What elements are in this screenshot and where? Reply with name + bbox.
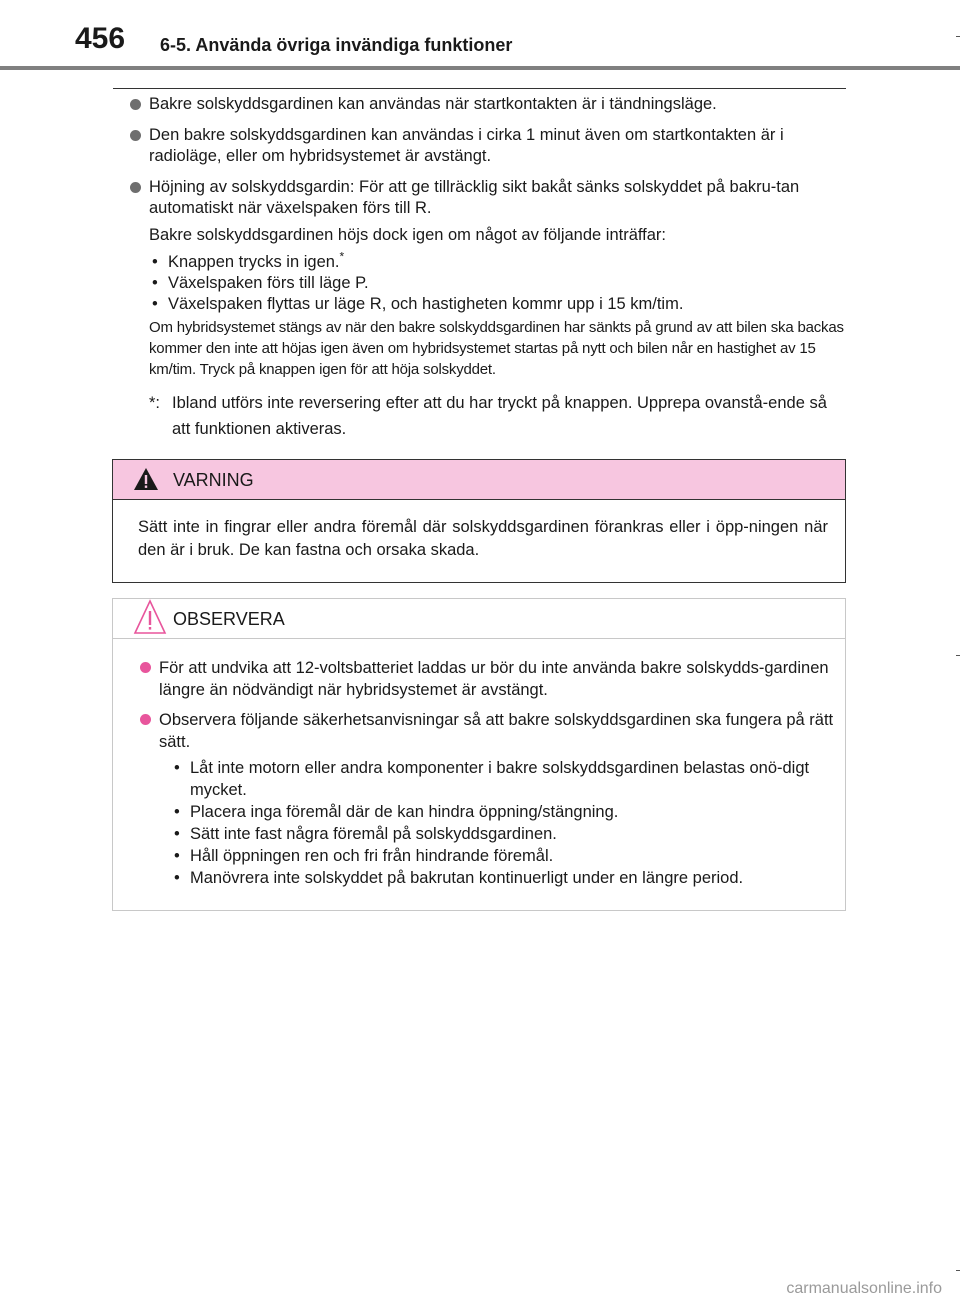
edge-tick	[956, 655, 960, 656]
list-item	[138, 709, 838, 753]
sub-list-item: • Sätt inte fast några föremål på solskyddsgardinen.	[174, 825, 557, 843]
page-header	[0, 0, 960, 70]
bullet-text: För att undvika att 12-voltsbatteriet laddas ur bör du inte använda bakre solskydds-gardinen längre än nödvändigt när hybridsystemet är avstängt.	[159, 659, 829, 699]
bullet-text: Bakre solskyddsgardinen kan användas när startkontakten är i tändningsläge.	[149, 95, 717, 113]
warning-text: Sätt inte in fingrar eller andra föremål där solskyddsgardinen förankras eller i öpp-ningen när den är i bruk. De kan fastna och orsaka skada.	[138, 518, 828, 559]
footnote-mark: *:	[149, 394, 161, 412]
bullet-dot-icon	[140, 714, 151, 725]
sub-list-item: • Håll öppningen ren och fri från hindrande föremål.	[174, 847, 554, 865]
section-title: 6-5. Använda övriga invändiga funktioner	[160, 35, 513, 55]
bullet-dot-icon	[130, 182, 141, 193]
bullet-text: Den bakre solskyddsgardinen kan användas i cirka 1 minut även om startkontakten är i radioläge, eller om hybridsystemet är avstängt.	[149, 126, 784, 165]
bullet-text: Höjning av solskyddsgardin: För att ge tillräcklig sikt bakåt sänks solskyddet på bakru-tan automatiskt när växelspaken förs till R.	[149, 178, 800, 217]
footnote-text: Ibland utförs inte reversering efter att du har tryckt på knappen. Upprepa ovanstå-ende så att funktionen aktiveras.	[172, 394, 827, 438]
warning-triangle-icon	[133, 467, 159, 496]
sub-list-item: • Låt inte motorn eller andra komponenter i bakre solskyddsgardinen belastas onö-digt mycket.	[174, 759, 810, 799]
warning-header	[113, 460, 845, 500]
asterisk-marker: *	[339, 249, 345, 264]
notice-title: OBSERVERA	[173, 609, 285, 629]
list-item	[128, 94, 846, 115]
edge-tick	[956, 1270, 960, 1271]
bullet-text: Observera följande säkerhetsanvisningar så att bakre solskyddsgardinen ska fungera på rätt sätt.	[159, 711, 834, 751]
sub-list	[138, 757, 838, 889]
list-item	[128, 177, 846, 219]
sub-list-item: • Placera inga föremål där de kan hindra öppning/stängning.	[174, 803, 619, 821]
note-text: Om hybridsystemet stängs av när den bakre solskyddsgardinen har sänkts på grund av att bilen ska backas kommer den inte att höjas igen även om hybridsystemet startas på nytt och bilen når en hastighet av 15 km/tim. Tryck på knappen igen för att höja solskyddet.	[149, 319, 844, 378]
watermark: carmanualsonline.info	[786, 1280, 942, 1297]
notice-header	[113, 599, 845, 639]
bullet-dot-icon	[140, 662, 151, 673]
sub-list-item: • Växelspaken förs till läge P.	[152, 274, 369, 292]
content-rule	[113, 88, 846, 89]
notice-box	[112, 598, 846, 911]
sub-list-item: • Växelspaken flyttas ur läge R, och hastigheten kommr upp i 15 km/tim.	[152, 295, 684, 313]
edge-tick	[956, 36, 960, 37]
page-number: 456	[75, 22, 126, 55]
sub-list-item: • Knappen trycks in igen.*	[152, 249, 345, 271]
header-rule	[0, 66, 960, 70]
bullet-dot-icon	[130, 99, 141, 110]
list-item	[138, 657, 838, 701]
warning-box	[112, 459, 846, 583]
notice-triangle-icon	[133, 599, 167, 640]
footnote	[128, 390, 846, 442]
sub-list-item: • Manövrera inte solskyddet på bakrutan kontinuerligt under en längre period.	[174, 869, 744, 887]
list-item	[128, 125, 846, 167]
paragraph: Bakre solskyddsgardinen höjs dock igen om något av följande inträffar:	[149, 226, 667, 244]
bullet-dot-icon	[130, 130, 141, 141]
notice-content	[138, 657, 838, 889]
main-content	[128, 94, 846, 442]
warning-title: VARNING	[173, 470, 254, 490]
sub-list	[128, 249, 846, 315]
